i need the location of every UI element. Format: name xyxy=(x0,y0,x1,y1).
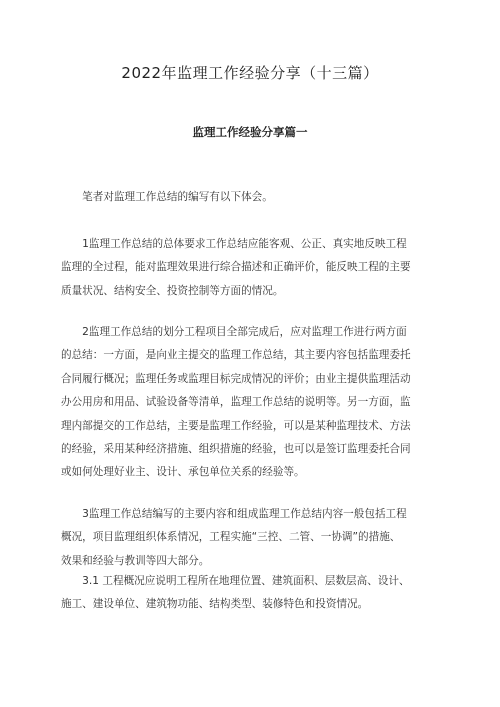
paragraph-line: 概况，项目监理组织体系情况，工程实施“三控、二管、一协调”的措施、 xyxy=(61,531,401,544)
paragraph-line: 3.1 工程概况应说明工程所在地理位置、建筑面积、层数层高、设计、 xyxy=(61,575,410,587)
paragraph-line: 合同履行概况；监理任务或监理目标完成情况的评价；由业主提供监理活动 xyxy=(61,372,411,385)
paragraph-intro xyxy=(61,186,439,209)
paragraph-line: 施工、建设单位、建筑物功能、结构类型、装修特色和投资情况。 xyxy=(61,598,369,611)
paragraph-line: 的经验，采用某种经济措施、组织措施的经验，也可以是签订监理委托合同 xyxy=(61,443,411,456)
paragraph-line: 监理的全过程，能对监理效果进行综合描述和正确评价，能反映工程的主要 xyxy=(61,261,411,274)
paragraph-line: 办公用房和用品、试验设备等清单，监理工作总结的说明等。另一方面，监 xyxy=(61,396,411,409)
paragraph-line: 笔者对监理工作总结的编写有以下体会。 xyxy=(61,191,273,203)
paragraph-line: 理内部提交的工作总结，主要是监理工作经验，可以是某种监理技术、方法 xyxy=(61,419,411,432)
section-title: 监理工作经验分享篇一 xyxy=(192,125,308,139)
document-title: 2022年监理工作经验分享（十三篇） xyxy=(121,64,379,82)
paragraph-line: 或如何处理好业主、设计、承包单位关系的经验等。 xyxy=(61,466,305,479)
paragraph-line: 3监理工作总结编写的主要内容和组成监理工作总结内容一般包括工程 xyxy=(61,508,407,520)
paragraph-3-1 xyxy=(61,570,439,617)
paragraph-line: 效果和经验与教训等四大部分。 xyxy=(61,554,210,567)
paragraph-2 xyxy=(61,321,439,485)
paragraph-line: 质量状况、结构安全、投资控制等方面的情况。 xyxy=(61,284,284,297)
paragraph-line: 1监理工作总结的总体要求工作总结应能客观、公正、真实地反映工程 xyxy=(61,238,407,250)
paragraph-line: 的总结：一方面，是向业主提交的监理工作总结，其主要内容包括监理委托 xyxy=(61,349,411,362)
paragraph-3 xyxy=(61,503,439,573)
paragraph-line: 2监理工作总结的划分工程项目全部完成后，应对监理工作进行两方面 xyxy=(61,326,407,338)
paragraph-1 xyxy=(61,233,439,303)
